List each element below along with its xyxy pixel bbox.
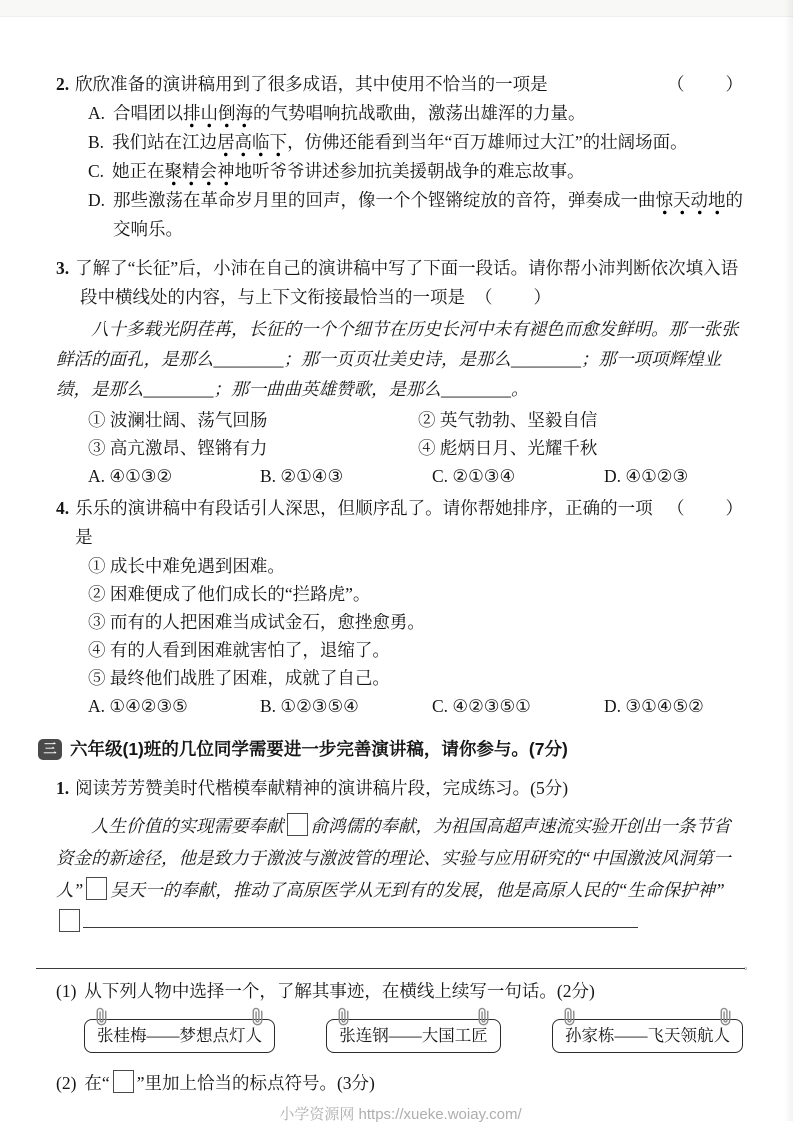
option-c[interactable]: C. ②①③④ <box>432 466 516 486</box>
person-card-zhangguimei[interactable] <box>84 1019 275 1053</box>
answer-bracket[interactable]: （ ） <box>667 74 745 94</box>
subtask-stem-text: 从下列人物中选择一个，了解其事迹，在横线上续写一句话。(2分) <box>84 981 595 1001</box>
question-stem-text: 乐乐的演讲稿中有段话引人深思，但顺序乱了。请你帮她排序，正确的一项是 <box>75 498 653 547</box>
task-number: 1. <box>56 778 70 798</box>
passage-part-c: 吴天一的奉献，推动了高原医学从无到有的发展，他是高原人民的“生命保护神” <box>110 880 725 900</box>
subtask-stem-text <box>84 1069 374 1097</box>
answer-bracket[interactable]: （ ） <box>667 498 745 518</box>
item-5: ⑤ 最终他们战胜了困难，成就了自己。 <box>88 668 390 688</box>
section-number-icon: 三 <box>38 739 62 760</box>
option-text <box>112 128 745 157</box>
paperclip-icon <box>717 1008 734 1025</box>
option-text-pre: 她正在 <box>112 161 165 181</box>
option-text-post: 地听爷爷讲述参加抗美援朝战争的难忘故事。 <box>234 161 585 181</box>
option-text-post: 的交响乐。 <box>113 190 744 239</box>
question-3 <box>56 254 745 490</box>
option-d[interactable] <box>56 186 745 244</box>
option-text-post: ，仿佛还能看到当年“百万雄师过大江”的壮阔场面。 <box>287 132 688 152</box>
exam-content <box>43 0 753 1125</box>
question-4 <box>56 494 745 720</box>
option-text <box>112 157 745 186</box>
item-4: ④ 彪炳日月、光耀千秋 <box>418 438 598 458</box>
option-b[interactable]: B. ②①④③ <box>260 466 344 486</box>
emphasized-idiom: 聚精会神 <box>165 161 235 186</box>
passage-part-b: 俞鸿儒的奉献，为祖国高超声速流实验开创出一条节省资金的新途径，他是致力于激波与激波管的理论、实验与应用研究的“中国激波风洞第一人” <box>56 816 731 900</box>
question-stem-text: 欣欣准备的演讲稿用到了很多成语，其中使用不恰当的一项是 <box>75 74 548 94</box>
option-a[interactable]: A. ①④②③⑤ <box>88 696 188 716</box>
paperclip-icon <box>335 1008 352 1025</box>
line-end-period: 。 <box>743 961 753 971</box>
paperclip-icon <box>475 1008 492 1025</box>
question-3-items <box>56 406 745 462</box>
card-text: 孙家栋——飞天领航人 <box>565 1026 730 1045</box>
punctuation-box-1[interactable] <box>287 813 308 836</box>
option-a[interactable] <box>56 99 745 128</box>
option-label: C. <box>88 161 105 181</box>
item-2: ② 困难便成了他们成长的“拦路虎”。 <box>88 584 371 604</box>
question-2 <box>56 70 745 244</box>
subtask-2 <box>56 1069 745 1097</box>
task-1 <box>56 774 753 1097</box>
question-3-stem <box>56 254 745 312</box>
subtask-text-post: ”里加上恰当的标点符号。(3分) <box>136 1073 375 1093</box>
option-text <box>113 99 745 128</box>
option-c[interactable]: C. ④②③⑤① <box>432 696 531 716</box>
paperclip-icon <box>561 1008 578 1025</box>
option-d[interactable]: D. ④①②③ <box>604 466 689 486</box>
item-4: ④ 有的人看到困难就害怕了，退缩了。 <box>88 640 390 660</box>
speech-fragment-passage <box>56 810 745 938</box>
subtask-text-pre: 在“ <box>84 1073 110 1093</box>
person-card-sunjiadong[interactable] <box>552 1019 743 1053</box>
question-number: 4. <box>56 498 70 518</box>
subtask-label: (1) <box>56 981 77 1001</box>
option-label: B. <box>88 132 105 152</box>
task-stem-text: 阅读芳芳赞美时代楷模奉献精神的演讲稿片段，完成练习。(5分) <box>75 778 569 798</box>
question-number: 2. <box>56 74 70 94</box>
paperclip-icon <box>249 1008 266 1025</box>
item-3: ③ 高亢激昂、铿锵有力 <box>88 438 268 458</box>
section-3-header <box>43 734 745 764</box>
changzheng-passage: 八十多载光阴荏苒，长征的一个个细节在历史长河中未有褪色而愈发鲜明。那一张张鲜活的面孔，是那么________；那一页页壮美史诗，是那么________；那一项项辉煌业绩，是那么________；那一曲曲英雄赞歌，是那么________。 <box>56 319 739 399</box>
person-cards <box>84 1019 745 1053</box>
option-d[interactable]: D. ③①④⑤② <box>604 696 704 716</box>
item-1: ① 成长中难免遇到困难。 <box>88 556 285 576</box>
option-text-post: 的气势唱响抗战歌曲，激荡出雄浑的力量。 <box>253 103 586 123</box>
punctuation-box-2[interactable] <box>86 877 107 900</box>
option-c[interactable] <box>56 157 745 186</box>
item-3: ③ 而有的人把困难当成试金石，愈挫愈勇。 <box>88 612 425 632</box>
question-4-stem <box>56 494 745 552</box>
emphasized-idiom: 排山倒海 <box>183 103 253 128</box>
answer-line-full[interactable] <box>36 950 753 971</box>
option-b[interactable] <box>56 128 745 157</box>
option-text-pre: 那些激荡在革命岁月里的回声，像一个个铿锵绽放的音符，弹奏成一曲 <box>113 190 656 210</box>
option-text <box>113 186 745 244</box>
emphasized-idiom: 惊天动地 <box>656 190 726 215</box>
option-b[interactable]: B. ①②③⑤④ <box>260 696 359 716</box>
option-a[interactable]: A. ④①③② <box>88 466 173 486</box>
section-title: 六年级(1)班的几位同学需要进一步完善演讲稿，请你参与。(7分) <box>70 739 568 759</box>
option-label: A. <box>88 103 106 123</box>
punctuation-box-example <box>113 1070 134 1093</box>
question-4-options <box>56 692 745 720</box>
option-text-pre: 我们站在江边 <box>112 132 218 152</box>
emphasized-idiom: 居高临下 <box>217 132 287 157</box>
question-3-options <box>56 462 745 490</box>
paperclip-icon <box>93 1008 110 1025</box>
subtask-1 <box>56 977 745 1005</box>
person-card-zhangliangang[interactable] <box>326 1019 501 1053</box>
scan-artifact-right <box>784 0 793 1121</box>
item-2: ② 英气勃勃、坚毅自信 <box>418 410 598 430</box>
task-1-stem <box>56 774 745 802</box>
answer-bracket[interactable]: （ ） <box>475 287 553 307</box>
card-text: 张连钢——大国工匠 <box>339 1026 488 1045</box>
site-watermark: 小学资源网 https://xueke.woiay.com/ <box>279 1106 522 1123</box>
subtask-label: (2) <box>56 1073 77 1093</box>
card-text: 张桂梅——梦想点灯人 <box>97 1026 262 1045</box>
answer-line-inline[interactable] <box>83 912 638 928</box>
question-number: 3. <box>56 258 70 278</box>
item-1: ① 波澜壮阔、荡气回肠 <box>88 410 268 430</box>
question-2-stem <box>56 70 745 99</box>
question-stem-text: 了解了“长征”后，小沛在自己的演讲稿中写了下面一段话。请你帮小沛判断依次填入语段中横线处的内容，与上下文衔接最恰当的一项是 <box>75 258 739 307</box>
punctuation-box-3[interactable] <box>59 909 80 932</box>
option-text-pre: 合唱团以 <box>113 103 184 123</box>
passage-part-a: 人生价值的实现需要奉献 <box>91 816 284 836</box>
question-4-items <box>56 552 745 692</box>
option-label: D. <box>88 190 106 210</box>
